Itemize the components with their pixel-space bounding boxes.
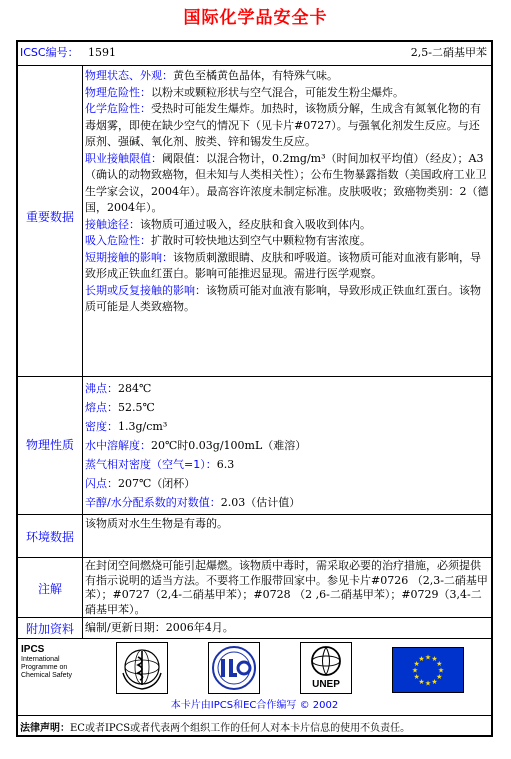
prop-solubility: 水中溶解度：20℃时0.03g/100mL（难溶） (85, 439, 307, 452)
prop-log-kow: 辛醇/水分配系数的对数值：2.03（估计值） (85, 496, 301, 509)
item-appearance: 物理状态、外观：黄色至橘黄色晶体，有特殊气味。 (85, 69, 338, 82)
unep-logo-icon (300, 642, 352, 694)
prop-melting-point: 熔点：52.5℃ (85, 401, 155, 414)
item-inhalation-risk: 吸入危险性：扩散时可较快地达到空气中颗粒物有害浓度。 (85, 234, 371, 247)
icsc-label: ICSC编号： (20, 46, 79, 59)
divider (18, 557, 491, 558)
icsc-number: 1591 (88, 46, 116, 59)
eu-star-icon: ★ (437, 666, 445, 675)
prop-boiling-point: 沸点：284℃ (85, 382, 152, 395)
label-environment: 环境数据 (25, 530, 74, 544)
eu-star-icon: ★ (436, 673, 443, 681)
ipcs-logo-text (21, 644, 91, 680)
eu-star-icon: ★ (418, 655, 425, 664)
legal-statement (20, 722, 490, 736)
eu-star-icon: ★ (424, 679, 432, 688)
card-frame (16, 40, 493, 737)
eu-star-icon: ★ (431, 655, 438, 664)
divider (18, 376, 491, 377)
environment-text: 该物质对水生生物是有毒的。 (85, 517, 228, 530)
divider (18, 638, 491, 639)
notes-text: 在封闭空间燃烧可能引起爆燃。该物质中毒时，需采取必要的治疗措施，必须提供有指示说明的适当方法。不要将工作服带回家中。参见卡片#0726 （2,3-二硝基甲苯）；#0727（2,4-二硝基甲苯）；#0728 （2 ,6-二硝基甲苯）；#0729（3,4-二硝基甲苯）。 (85, 559, 488, 616)
eu-star-icon: ★ (436, 660, 443, 668)
credit-text: 本卡片由IPCS和EC合作编写 © 2002 (170, 700, 339, 711)
divider (18, 617, 491, 618)
column-divider (82, 65, 83, 638)
item-long-term-effects: 长期或反复接触的影响：该物质可能对血液有影响，导致形成正铁血红蛋白。该物质可能是人类致癌物。 (85, 283, 481, 313)
ipcs-sub-line: International (21, 656, 60, 663)
eu-star-icon: ★ (413, 673, 420, 681)
unep-text: UNEP (312, 679, 340, 690)
label-physical-properties: 物理性质 (25, 438, 74, 452)
ipcs-sub-line: Programme on (21, 664, 68, 671)
item-chemical-hazard: 化学危险性：受热时可能发生爆炸。加热时，该物质分解，生成含有氮氧化物的有毒烟雾，即使在缺少空气的情况下（见卡片#0727）。与强氧化剂发生反应。与还原剂、强碱、氧化剂、胺类、锌和锡发生反应。 (85, 102, 481, 148)
item-exposure-routes: 接触途径：该物质可通过吸入，经皮肤和食入吸收到体内。 (85, 217, 371, 231)
prop-flash-point: 闪点：207℃（闭杯） (85, 477, 196, 490)
eu-star-icon: ★ (424, 653, 432, 662)
prop-density: 密度：1.3g/cm³ (85, 420, 168, 433)
header-row (18, 42, 491, 64)
eu-star-icon: ★ (413, 660, 420, 668)
item-exposure-limits: 职业接触限值：阈限值：以混合物计，0.2mg/m³（时间加权平均值）（经皮）；A3（确认的动物致癌物，但未知与人类相关性）；公布生物暴露指数（美国政府工业卫生学家会议，2004年）。最高容许浓度未制定标准。皮肤吸收；致癌物类别：2（德国，2004年）。 (85, 151, 489, 214)
card-title: 国际化学品安全卡 (183, 8, 328, 28)
physical-properties-content (85, 379, 490, 512)
divider (18, 514, 491, 515)
label-additional-info: 附加资料 (25, 622, 74, 636)
ipcs-sub-line: Chemical Safety (21, 672, 72, 679)
eu-star-icon: ★ (411, 666, 419, 675)
chemical-name: 2,5-二硝基甲苯 (410, 46, 487, 59)
legal-label: 法律声明： (20, 723, 70, 734)
item-physical-hazard: 物理危险性：以粉末或颗粒形状与空气混合，可能发生粉尘爆炸。 (85, 85, 404, 99)
item-short-term-effects: 短期接触的影响：该物质刺激眼睛、皮肤和呼吸道。该物质可能对血液有影响，导致形成正铁血红蛋白。影响可能推迟显现。需进行医学观察。 (85, 250, 481, 280)
ilo-logo-icon (208, 642, 260, 694)
label-notes: 注解 (37, 582, 62, 596)
label-important-data: 重要数据 (25, 210, 74, 224)
divider (18, 715, 491, 716)
eu-flag-icon (392, 647, 464, 693)
important-data-content (85, 68, 490, 316)
additional-info-text: 编制/更新日期：2006年4月。 (85, 621, 234, 634)
eu-star-icon: ★ (431, 677, 438, 686)
prop-vapour-density: 蒸气相对密度（空气=1）：6.3 (85, 458, 235, 471)
legal-text: EC或者IPCS或者代表两个组织工作的任何人对本卡片信息的使用不负责任。 (70, 723, 411, 734)
ipcs-title: IPCS (21, 644, 45, 655)
who-logo-icon (116, 642, 168, 694)
eu-star-icon: ★ (418, 677, 425, 686)
divider (18, 65, 491, 66)
